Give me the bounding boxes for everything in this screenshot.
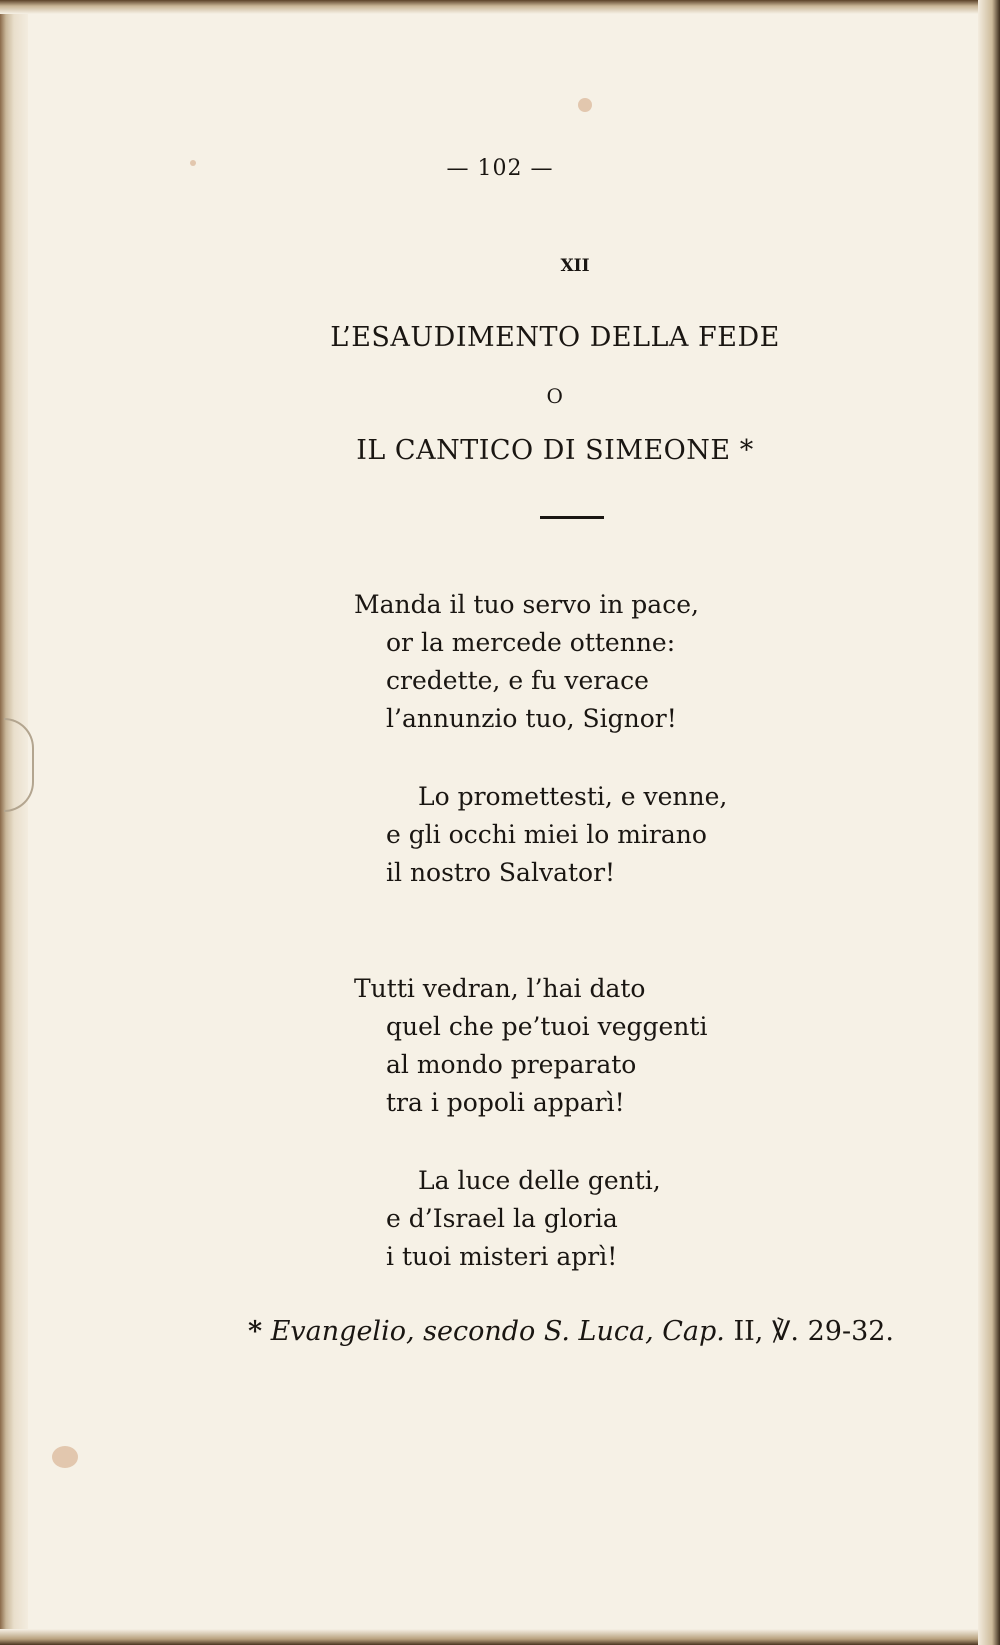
verse-line: Manda il tuo servo in pace, xyxy=(354,590,699,619)
verse-line: al mondo preparato xyxy=(386,1050,637,1079)
footnote-citation: Evangelio, secondo S. Luca, Cap. xyxy=(270,1316,725,1347)
page-number: — 102 — xyxy=(446,156,554,181)
verse-line: Lo promettesti, e venne, xyxy=(418,782,728,811)
verse-line: tra i popoli apparì! xyxy=(386,1088,625,1117)
verse-line: credette, e fu verace xyxy=(386,666,649,695)
page-spine-shadow xyxy=(0,0,28,1645)
verse-line: or la mercede ottenne: xyxy=(386,628,676,657)
verse-line: quel che pe’tuoi veggenti xyxy=(386,1012,708,1041)
title-rule xyxy=(540,516,604,519)
verse-line: il nostro Salvator! xyxy=(386,858,616,887)
verse-line: e gli occhi miei lo mirano xyxy=(386,820,707,849)
page-bottom-edge xyxy=(0,1629,1000,1645)
verse-line: i tuoi misteri aprì! xyxy=(386,1242,618,1271)
poem-title-connector: O xyxy=(546,384,564,408)
footnote-marker: * xyxy=(248,1316,263,1347)
page-top-edge xyxy=(0,0,1000,14)
verse-line: La luce delle genti, xyxy=(418,1166,661,1195)
binding-clasp-mark xyxy=(4,718,34,812)
verse-line: e d’Israel la gloria xyxy=(386,1204,618,1233)
paper-stain xyxy=(578,98,592,112)
footnote xyxy=(248,1316,894,1347)
footnote-verse-reference: II, ℣. 29-32. xyxy=(733,1316,895,1347)
poem-title-line-1: L’ESAUDIMENTO DELLA FEDE xyxy=(330,322,780,353)
section-number: XII xyxy=(560,256,590,276)
poem-title-line-2: IL CANTICO DI SIMEONE * xyxy=(356,435,754,466)
verse-line: l’annunzio tuo, Signor! xyxy=(386,704,677,733)
verse-line: Tutti vedran, l’hai dato xyxy=(354,974,646,1003)
page-right-edge xyxy=(978,0,1000,1645)
paper-stain xyxy=(52,1446,78,1468)
